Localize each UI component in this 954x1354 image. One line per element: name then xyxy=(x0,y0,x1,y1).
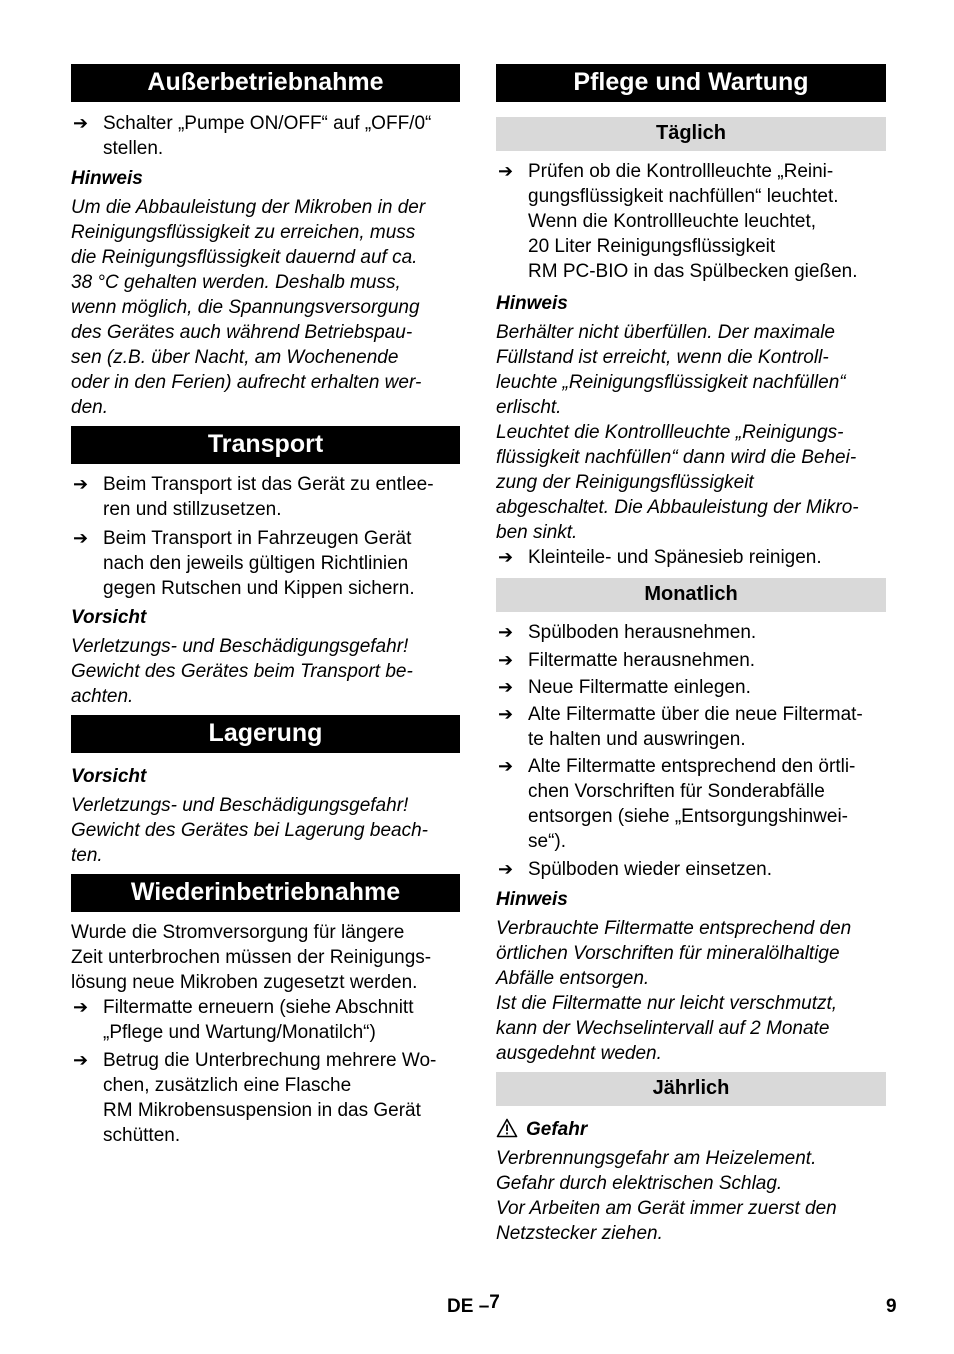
text-line: Verletzungs- und Beschädigungsgefahr! xyxy=(71,636,409,657)
text-line: Zeit unterbrochen müssen der Reinigungs- xyxy=(71,947,432,968)
warning-triangle-icon xyxy=(496,1118,518,1145)
arrow-right-icon: ➔ xyxy=(73,113,89,133)
text-line: Füllstand ist erreicht, wenn die Kontroll- xyxy=(496,347,829,368)
page-number: 9 xyxy=(886,1296,897,1317)
footer-dash: – xyxy=(478,1296,490,1317)
bullet-text xyxy=(103,526,460,601)
text-line: den. xyxy=(71,397,108,418)
note-text xyxy=(496,320,886,545)
bullet-text xyxy=(103,1048,460,1148)
bullet-item xyxy=(71,1048,460,1148)
arrow-right-icon: ➔ xyxy=(498,622,514,642)
text-line: ren und stillzusetzen. xyxy=(103,499,282,520)
danger-label-row xyxy=(496,1117,886,1145)
bullet-text xyxy=(528,857,886,882)
note-text xyxy=(71,195,460,420)
bullet-item xyxy=(496,620,886,645)
text-line: Schalter „Pumpe ON/OFF“ auf „OFF/0“ xyxy=(103,113,432,134)
note-label: Hinweis xyxy=(496,889,568,910)
text-line: ben sinkt. xyxy=(496,522,578,543)
note-label: Hinweis xyxy=(496,293,568,314)
subheading-monatlich: Monatlich xyxy=(496,578,886,612)
text-line: Verbrauchte Filtermatte entsprechend den xyxy=(496,918,852,939)
text-line: gegen Rutschen und Kippen sichern. xyxy=(103,578,415,599)
text-line: te halten und auswringen. xyxy=(528,729,746,750)
caution-label: Vorsicht xyxy=(71,607,147,628)
arrow-right-icon: ➔ xyxy=(498,756,514,776)
bullet-item xyxy=(496,754,886,854)
arrow-right-icon: ➔ xyxy=(498,650,514,670)
arrow-right-icon: ➔ xyxy=(498,677,514,697)
bullet-text xyxy=(528,675,886,700)
heading-lagerung: Lagerung xyxy=(71,715,460,753)
footer-lang: DE xyxy=(447,1296,474,1317)
heading-ausserbetriebnahme: Außerbetriebnahme xyxy=(71,64,460,102)
text-line: des Gerätes auch während Betriebspau- xyxy=(71,322,413,343)
caution-text xyxy=(71,634,460,709)
text-line: Reinigungsflüssigkeit zu erreichen, muss xyxy=(71,222,416,243)
text-line: sen (z.B. über Nacht, am Wochenende xyxy=(71,347,399,368)
bullet-item xyxy=(71,526,460,601)
text-line: Kleinteile- und Spänesieb reinigen. xyxy=(528,547,822,568)
text-line: 38 °C gehalten werden. Deshalb muss, xyxy=(71,272,401,293)
text-line: entsorgen (siehe „Entsorgungshinwei- xyxy=(528,806,849,827)
arrow-right-icon: ➔ xyxy=(498,704,514,724)
text-line: erlischt. xyxy=(496,397,562,418)
text-line: ten. xyxy=(71,845,103,866)
text-line: stellen. xyxy=(103,138,164,159)
text-line: RM Mikrobensuspension in das Gerät xyxy=(103,1100,421,1121)
heading-wiederinbetriebnahme: Wiederinbetriebnahme xyxy=(71,874,460,912)
text-line: Verbrennungsgefahr am Heizelement. xyxy=(496,1148,817,1169)
arrow-right-icon: ➔ xyxy=(498,161,514,181)
heading-pflege-und-wartung: Pflege und Wartung xyxy=(496,64,886,102)
bullet-text xyxy=(528,159,886,284)
text-line: Wenn die Kontrollleuchte leuchtet, xyxy=(528,211,816,232)
bullet-item xyxy=(496,545,886,570)
text-line: zung der Reinigungsflüssigkeit xyxy=(496,472,754,493)
text-line: Beim Transport ist das Gerät zu entlee- xyxy=(103,474,434,495)
bullet-item xyxy=(71,111,460,161)
text-line: schütten. xyxy=(103,1125,181,1146)
text-line: Gewicht des Gerätes beim Transport be- xyxy=(71,661,413,682)
text-line: wenn möglich, die Spannungsversorgung xyxy=(71,297,420,318)
text-line: se“). xyxy=(528,831,566,852)
text-line: achten. xyxy=(71,686,134,707)
heading-transport: Transport xyxy=(71,426,460,464)
bullet-text xyxy=(103,111,460,161)
arrow-right-icon: ➔ xyxy=(498,547,514,567)
arrow-right-icon: ➔ xyxy=(73,997,89,1017)
bullet-item xyxy=(496,702,886,752)
bullet-item xyxy=(71,472,460,522)
text-line: 20 Liter Reinigungsflüssigkeit xyxy=(528,236,776,257)
bullet-item xyxy=(496,675,886,700)
text-line: Betrug die Unterbrechung mehrere Wo- xyxy=(103,1050,437,1071)
text-line: leuchte „Reinigungsflüssigkeit nachfüllen“ xyxy=(496,372,846,393)
text-line: lösung neue Mikroben zugesetzt werden. xyxy=(71,972,418,993)
bullet-text xyxy=(528,620,886,645)
text-line: Leuchtet die Kontrollleuchte „Reinigungs- xyxy=(496,422,844,443)
text-line: Filtermatte erneuern (siehe Abschnitt xyxy=(103,997,414,1018)
caution-label: Vorsicht xyxy=(71,766,147,787)
caution-text xyxy=(71,793,460,868)
text-line: die Reinigungsflüssigkeit dauernd auf ca. xyxy=(71,247,418,268)
bullet-text xyxy=(528,754,886,854)
text-line: Ist die Filtermatte nur leicht verschmutzt, xyxy=(496,993,838,1014)
arrow-right-icon: ➔ xyxy=(73,1050,89,1070)
text-line: „Pflege und Wartung/Monatilch“) xyxy=(103,1022,376,1043)
bullet-item xyxy=(496,648,886,673)
footer-section-marker xyxy=(447,1292,500,1318)
arrow-right-icon: ➔ xyxy=(73,474,89,494)
text-line: gungsflüssigkeit nachfüllen“ leuchtet. xyxy=(528,186,839,207)
text-line: Gefahr durch elektrischen Schlag. xyxy=(496,1173,783,1194)
text-line: Alte Filtermatte über die neue Filtermat- xyxy=(528,704,863,725)
text-line: abgeschaltet. Die Abbauleistung der Mikro- xyxy=(496,497,859,518)
text-line: ausgedehnt weden. xyxy=(496,1043,662,1064)
text-line: kann der Wechselintervall auf 2 Monate xyxy=(496,1018,830,1039)
bullet-text xyxy=(103,995,460,1045)
bullet-text xyxy=(528,702,886,752)
bullet-item xyxy=(71,995,460,1045)
subheading-jaehrlich: Jährlich xyxy=(496,1072,886,1106)
arrow-right-icon: ➔ xyxy=(73,528,89,548)
text-line: Spülboden wieder einsetzen. xyxy=(528,859,773,880)
text-line: chen, zusätzlich eine Flasche xyxy=(103,1075,352,1096)
subheading-taeglich: Täglich xyxy=(496,117,886,151)
text-line: chen Vorschriften für Sonderabfälle xyxy=(528,781,825,802)
footer-section-page: 7 xyxy=(489,1292,500,1313)
bullet-text xyxy=(528,648,886,673)
text-line: Wurde die Stromversorgung für längere xyxy=(71,922,405,943)
text-line: Abfälle entsorgen. xyxy=(496,968,650,989)
text-line: Neue Filtermatte einlegen. xyxy=(528,677,751,698)
danger-label: Gefahr xyxy=(526,1119,588,1140)
text-line: RM PC-BIO in das Spülbecken gießen. xyxy=(528,261,858,282)
note-text xyxy=(496,916,886,1066)
bullet-item xyxy=(496,857,886,882)
text-line: Verletzungs- und Beschädigungsgefahr! xyxy=(71,795,409,816)
text-line: Alte Filtermatte entsprechend den örtli- xyxy=(528,756,856,777)
bullet-text xyxy=(103,472,460,522)
bullet-text xyxy=(528,545,886,570)
text-line: Prüfen ob die Kontrollleuchte „Reini- xyxy=(528,161,834,182)
intro-text xyxy=(71,920,460,995)
text-line: oder in den Ferien) aufrecht erhalten wer- xyxy=(71,372,422,393)
text-line: Spülboden herausnehmen. xyxy=(528,622,757,643)
danger-text xyxy=(496,1146,886,1246)
text-line: Netzstecker ziehen. xyxy=(496,1223,663,1244)
text-line: örtlichen Vorschriften für mineralölhaltige xyxy=(496,943,840,964)
bullet-item xyxy=(496,159,886,284)
text-line: Berhälter nicht überfüllen. Der maximale xyxy=(496,322,835,343)
text-line: Um die Abbauleistung der Mikroben in der xyxy=(71,197,426,218)
note-label: Hinweis xyxy=(71,168,143,189)
text-line: Beim Transport in Fahrzeugen Gerät xyxy=(103,528,412,549)
arrow-right-icon: ➔ xyxy=(498,859,514,879)
text-line: Filtermatte herausnehmen. xyxy=(528,650,756,671)
text-line: nach den jeweils gültigen Richtlinien xyxy=(103,553,409,574)
text-line: Gewicht des Gerätes bei Lagerung beach- xyxy=(71,820,428,841)
text-line: Vor Arbeiten am Gerät immer zuerst den xyxy=(496,1198,837,1219)
text-line: flüssigkeit nachfüllen“ dann wird die Behei- xyxy=(496,447,857,468)
